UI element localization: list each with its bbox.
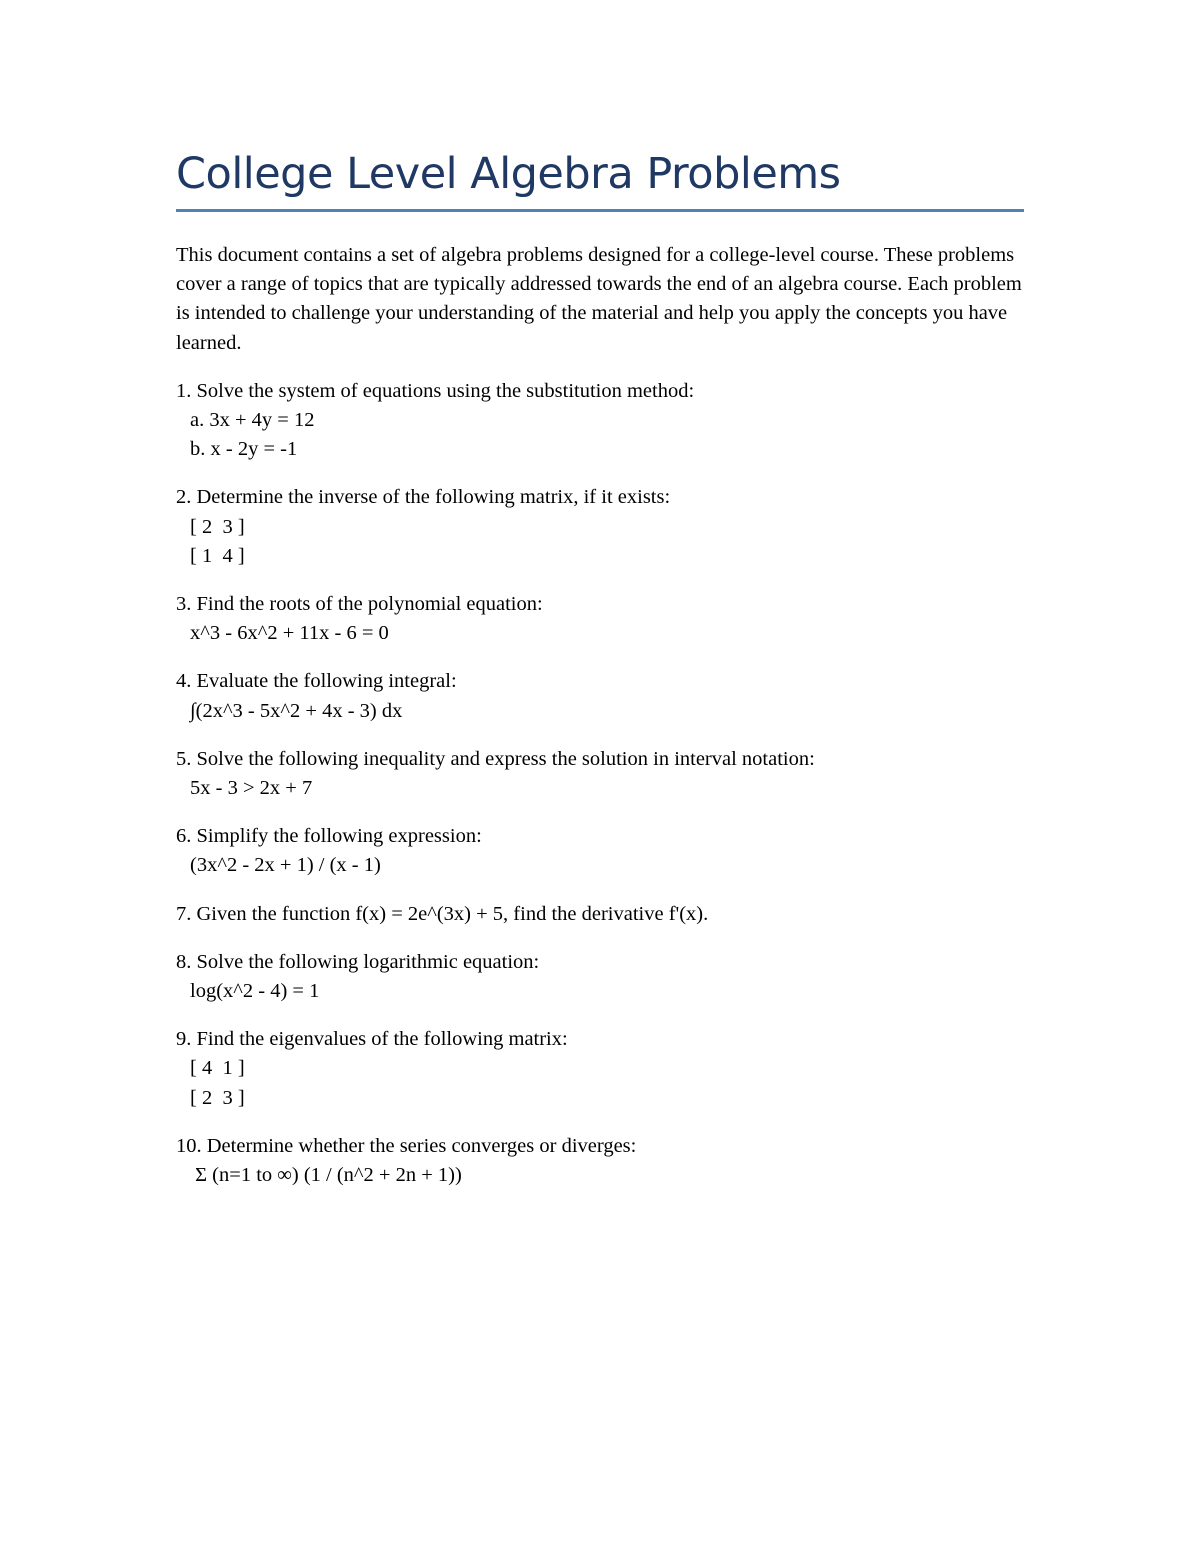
problem-statement: 4. Evaluate the following integral:	[176, 670, 457, 693]
problem-8	[176, 948, 1024, 1006]
problem-line: 5x - 3 > 2x + 7	[190, 777, 313, 800]
problem-statement: 7. Given the function f(x) = 2e^(3x) + 5, find the derivative f'(x).	[176, 902, 709, 925]
problem-statement: 9. Find the eigenvalues of the following matrix:	[176, 1028, 568, 1051]
problem-line: log(x^2 - 4) = 1	[190, 980, 320, 1003]
matrix-row: [ 4 1 ]	[190, 1057, 245, 1080]
document-body	[176, 241, 1024, 1209]
problem-3	[176, 590, 1024, 648]
problem-1	[176, 377, 1024, 465]
problem-4	[176, 667, 1024, 725]
matrix-row: [ 1 4 ]	[190, 544, 245, 567]
problem-statement: 10. Determine whether the series converges or diverges:	[176, 1134, 637, 1157]
problem-line: Σ (n=1 to ∞) (1 / (n^2 + 2n + 1))	[190, 1164, 462, 1187]
matrix-row: [ 2 3 ]	[190, 1086, 245, 1109]
problem-line: (3x^2 - 2x + 1) / (x - 1)	[190, 854, 381, 877]
problem-line: b. x - 2y = -1	[190, 438, 298, 461]
problem-statement: 2. Determine the inverse of the following matrix, if it exists:	[176, 486, 671, 509]
problem-9	[176, 1025, 1024, 1113]
problem-line: a. 3x + 4y = 12	[190, 409, 315, 432]
problem-2	[176, 483, 1024, 571]
problem-statement: 5. Solve the following inequality and express the solution in interval notation:	[176, 747, 815, 770]
problem-7	[176, 900, 1024, 929]
problem-line: x^3 - 6x^2 + 11x - 6 = 0	[190, 622, 389, 645]
problem-10	[176, 1132, 1024, 1190]
document-title: College Level Algebra Problems	[176, 149, 841, 199]
problem-5	[176, 745, 1024, 803]
problem-statement: 3. Find the roots of the polynomial equation:	[176, 593, 543, 616]
problem-statement: 6. Simplify the following expression:	[176, 825, 482, 848]
matrix-row: [ 2 3 ]	[190, 515, 245, 538]
problem-6	[176, 822, 1024, 880]
problem-line: ∫(2x^3 - 5x^2 + 4x - 3) dx	[190, 699, 403, 722]
problem-statement: 1. Solve the system of equations using the substitution method:	[176, 379, 695, 402]
problem-statement: 8. Solve the following logarithmic equation:	[176, 950, 540, 973]
intro-paragraph: This document contains a set of algebra problems designed for a college-level course. These problems cover a range of topics that are typically addressed towards the end of an algebra course. Each problem is intended to challenge your understanding of the material and help you apply the concepts you have learned.	[176, 244, 1022, 354]
title-underline	[176, 209, 1024, 212]
